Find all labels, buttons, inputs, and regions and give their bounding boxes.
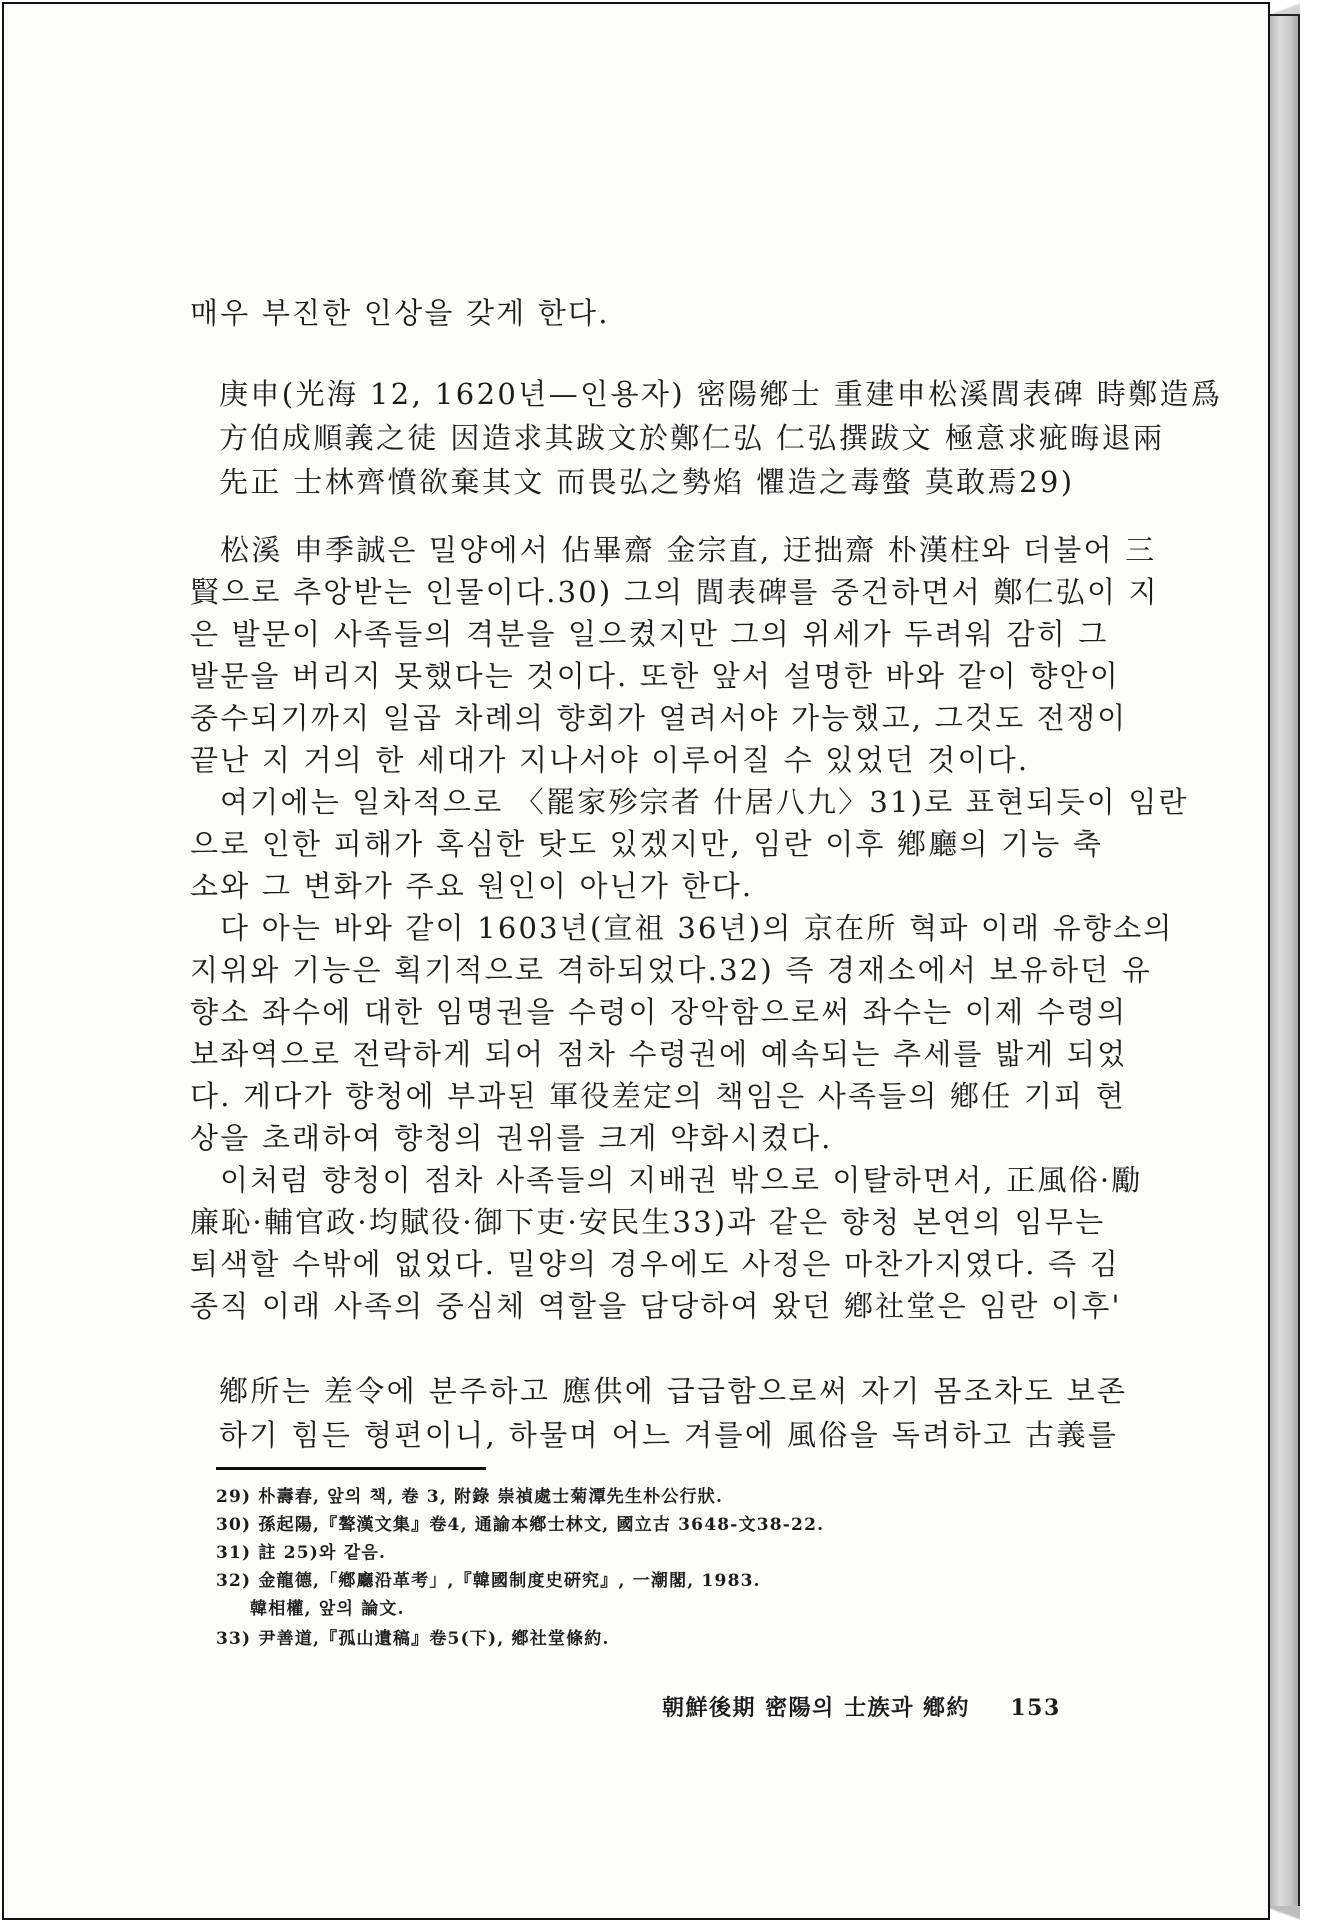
text-line: 끝난 지 거의 한 세대가 지나서야 이루어질 수 있었던 것이다. [190, 743, 1030, 777]
footnote-32-continued: 韓相權, 앞의 論文. [250, 1599, 405, 1619]
running-footer-title: 朝鮮後期 密陽의 士族과 鄕約 [662, 1695, 970, 1721]
text-line: 으로 인한 피해가 혹심한 탓도 있겠지만, 임란 이후 鄕廳의 기능 축 [190, 827, 1104, 861]
text-line: 보좌역으로 전락하게 되어 점차 수령권에 예속되는 추세를 밟게 되었 [190, 1037, 1128, 1071]
text-line: 廉恥·輔官政·均賦役·御下吏·安民生33)과 같은 향청 본연의 임무는 [190, 1205, 1106, 1239]
footnote-33: 33) 尹善道,『孤山遺稿』卷5(下), 鄕社堂條約. [216, 1629, 610, 1649]
text-line: 松溪 申季誠은 밀양에서 佔畢齋 金宗直, 迂拙齋 朴漢柱와 더불어 三 [220, 533, 1157, 567]
page-stack-bottom [1270, 1906, 1300, 1922]
text-line: 다 아는 바와 같이 1603년(宣祖 36년)의 京在所 혁파 이래 유향소의 [220, 911, 1174, 945]
text-line: 향소 좌수에 대한 임명권을 수령이 장악함으로써 좌수는 이제 수령의 [190, 995, 1128, 1029]
text-line: 중수되기까지 일곱 차례의 향회가 열려서야 가능했고, 그것도 전쟁이 [190, 701, 1128, 735]
quote-line: 方伯成順義之徒 因造求其跋文於鄭仁弘 仁弘撰跋文 極意求疵晦退兩 [219, 421, 1165, 455]
text-line: 지위와 기능은 획기적으로 격하되었다.32) 즉 경재소에서 보유하던 유 [190, 953, 1152, 987]
text-line: 은 발문이 사족들의 격분을 일으켰지만 그의 위세가 두려워 감히 그 [190, 617, 1109, 651]
text-line: 소와 그 변화가 주요 원인이 아닌가 한다. [190, 869, 754, 903]
quote-line: 先正 士林齊憤欲棄其文 而畏弘之勢焰 懼造之毒螫 莫敢焉29) [219, 465, 1075, 499]
book-page [2, 2, 1270, 1920]
page-stack-edge [1270, 14, 1300, 1912]
footnote-32: 32) 金龍德,「鄕廳沿革考」,『韓國制度史硏究』, 一潮閣, 1983. [216, 1571, 761, 1591]
text-line: 여기에는 일차적으로 〈罷家殄宗者 什居八九〉31)로 표현되듯이 임란 [220, 785, 1189, 819]
text-line: 이처럼 향청이 점차 사족들의 지배권 밖으로 이탈하면서, 正風俗·勵 [220, 1163, 1143, 1197]
running-footer [662, 1691, 1061, 1722]
footnote-30: 30) 孫起陽,『聱漢文集』卷4, 通諭本鄕士林文, 國立古 3648-文38-22. [216, 1515, 825, 1535]
quote-line: 庚申(光海 12, 1620년—인용자) 密陽鄕士 重建申松溪閭表碑 時鄭造爲 [219, 377, 1223, 411]
page-number: 153 [1010, 1695, 1061, 1721]
text-line: 퇴색할 수밖에 없었다. 밀양의 경우에도 사정은 마찬가지였다. 즉 김 [190, 1247, 1120, 1281]
footnote-29: 29) 朴壽春, 앞의 책, 卷 3, 附錄 崇禎處士菊潭先生朴公行狀. [216, 1487, 724, 1507]
text-line: 발문을 버리지 못했다는 것이다. 또한 앞서 설명한 바와 같이 향안이 [190, 659, 1120, 693]
quote-line: 하기 힘든 형편이니, 하물며 어느 겨를에 風俗을 독려하고 古義를 [219, 1418, 1119, 1452]
text-line: 다. 게다가 향청에 부과된 軍役差定의 책임은 사족들의 鄕任 기피 현 [190, 1079, 1126, 1113]
text-line: 賢으로 추앙받는 인물이다.30) 그의 閭表碑를 중건하면서 鄭仁弘이 지 [190, 575, 1159, 609]
text-line: 매우 부진한 인상을 갖게 한다. [190, 296, 610, 330]
footnote-rule [216, 1467, 486, 1470]
footnote-31: 31) 註 25)와 같음. [216, 1543, 387, 1563]
text-line: 상을 초래하여 향청의 권위를 크게 약화시켰다. [190, 1121, 833, 1155]
quote-line: 鄕所는 差令에 분주하고 應供에 급급함으로써 자기 몸조차도 보존 [219, 1374, 1128, 1408]
text-line: 종직 이래 사족의 중심체 역할을 담당하여 왔던 鄕社堂은 임란 이후' [190, 1289, 1122, 1323]
